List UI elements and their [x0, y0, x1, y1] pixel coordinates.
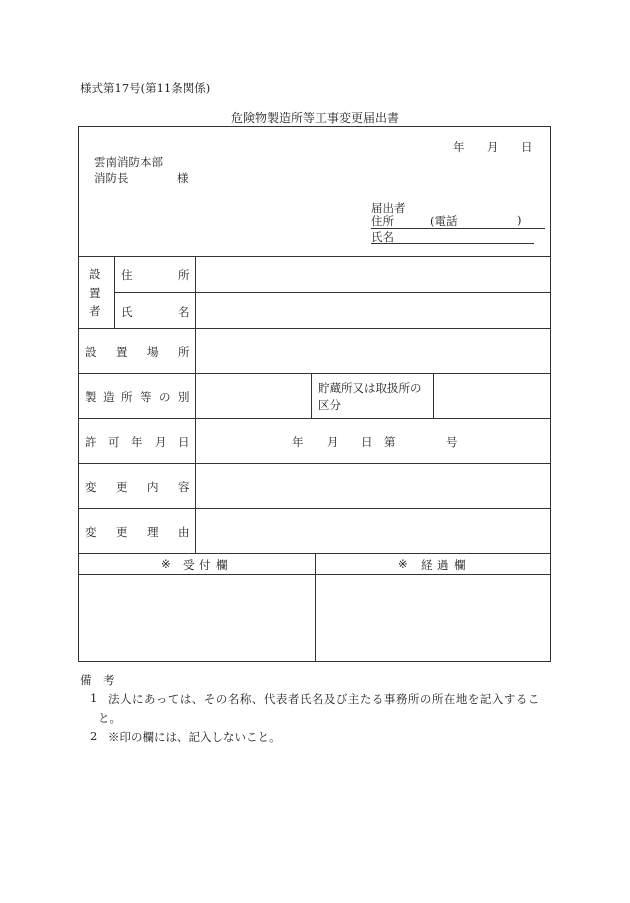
document-title: 危険物製造所等工事変更届出書 — [230, 111, 399, 125]
facility-type-field[interactable] — [196, 374, 311, 418]
installer-label-char: 設 — [89, 267, 101, 281]
facility-type-label: の — [159, 390, 171, 404]
change-reason-field[interactable] — [196, 509, 550, 553]
addressee-org: 雲南消防本部 — [94, 155, 163, 169]
permit-date-label: 可 — [108, 435, 120, 449]
installer-address-label: 住 — [121, 268, 133, 282]
storage-type-label: 貯蔵所又は取扱所の — [318, 381, 422, 395]
progress-header: ※ — [398, 557, 408, 571]
facility-type-label: 製 — [85, 390, 97, 404]
progress-header: 欄 — [454, 558, 466, 572]
change-content-label: 変 — [85, 480, 97, 494]
phone-close: ) — [517, 213, 522, 227]
reception-header: 欄 — [216, 558, 228, 572]
installer-name-label: 名 — [178, 305, 190, 319]
progress-header: 経 — [421, 558, 433, 572]
permit-year: 年 — [292, 435, 304, 449]
col-divider — [311, 373, 312, 418]
storage-type-field[interactable] — [434, 374, 550, 418]
installer-label-char: 置 — [89, 286, 101, 300]
remark-2-text: ※印の欄には、記入しないこと。 — [108, 730, 281, 744]
location-field[interactable] — [196, 329, 550, 373]
col-divider — [114, 256, 115, 328]
change-content-label: 更 — [116, 480, 128, 494]
facility-type-label: 所 — [121, 390, 133, 404]
facility-type-label: 等 — [140, 390, 152, 404]
phone-label: (電話 — [430, 214, 458, 228]
address-label: 住所 — [371, 214, 394, 228]
reception-header: ※ — [161, 557, 171, 571]
date-month: 月 — [487, 140, 499, 154]
location-label: 所 — [178, 345, 190, 359]
reception-header: 付 — [199, 558, 211, 572]
permit-day: 日 — [361, 435, 373, 449]
reception-box[interactable] — [79, 575, 315, 661]
name-label: 氏名 — [371, 230, 394, 244]
reception-header: 受 — [183, 558, 195, 572]
installer-label-char: 者 — [89, 304, 101, 318]
permit-date-label: 日 — [178, 435, 190, 449]
storage-type-label: 区分 — [318, 398, 341, 412]
change-reason-label: 理 — [147, 525, 159, 539]
remark-1-number: 1 — [90, 691, 98, 705]
permit-no-prefix: 第 — [384, 435, 396, 449]
location-label: 場 — [147, 345, 159, 359]
permit-date-label: 月 — [155, 435, 167, 449]
permit-date-label: 年 — [131, 435, 143, 449]
change-content-label: 容 — [178, 480, 190, 494]
remark-2-number: 2 — [90, 729, 98, 743]
permit-date-field[interactable] — [196, 419, 550, 463]
change-reason-label: 更 — [116, 525, 128, 539]
installer-address-label: 所 — [178, 268, 190, 282]
addressee-honorific: 様 — [177, 171, 189, 185]
remark-1-text-cont: と。 — [98, 711, 121, 725]
permit-month: 月 — [327, 435, 339, 449]
progress-box[interactable] — [316, 575, 550, 661]
date-year: 年 — [453, 140, 465, 154]
notifier-label: 届出者 — [371, 201, 406, 215]
change-reason-label: 由 — [178, 525, 190, 539]
location-label: 設 — [85, 345, 97, 359]
installer-name-label: 氏 — [121, 305, 133, 319]
installer-address-field[interactable] — [196, 257, 550, 292]
notifier-address-field[interactable] — [371, 213, 545, 229]
progress-header: 過 — [437, 558, 449, 572]
remarks-heading: 備 考 — [80, 673, 115, 687]
addressee-title: 消防長 — [94, 171, 129, 185]
location-label: 置 — [116, 345, 128, 359]
date-day: 日 — [521, 140, 533, 154]
permit-date-label: 許 — [85, 435, 97, 449]
facility-type-label: 造 — [103, 390, 115, 404]
notifier-name-field[interactable] — [371, 229, 534, 244]
change-content-label: 内 — [147, 480, 159, 494]
facility-type-label: 別 — [178, 390, 190, 404]
permit-no-suffix: 号 — [446, 435, 458, 449]
change-content-field[interactable] — [196, 464, 550, 508]
remark-1-text: 法人にあっては、その名称、代表者氏名及び主たる事務所の所在地を記入するこ — [108, 692, 540, 706]
change-reason-label: 変 — [85, 525, 97, 539]
installer-name-field[interactable] — [196, 293, 550, 328]
form-number: 様式第17号(第11条関係) — [80, 81, 211, 95]
